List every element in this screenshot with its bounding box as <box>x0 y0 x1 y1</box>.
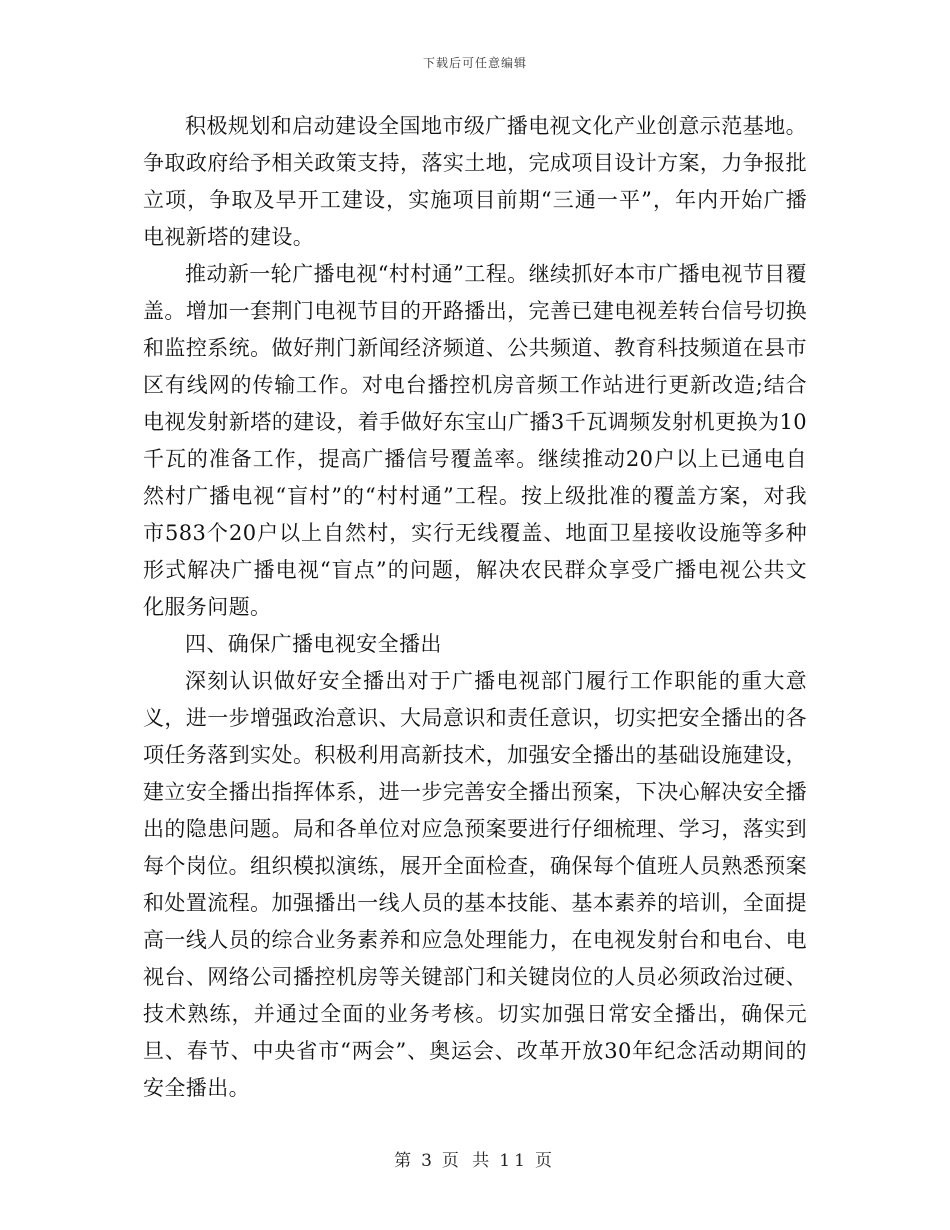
document-body <box>143 108 807 1107</box>
footer-suffix: 页 <box>534 1151 556 1171</box>
footer-total-pages: 11 <box>499 1151 529 1171</box>
page-footer <box>0 1146 950 1171</box>
footer-current-page: 3 <box>421 1151 436 1171</box>
page-header-note: 下载后可任意编辑 <box>422 56 527 70</box>
paragraph-culture-base: 积极规划和启动建设全国地市级广播电视文化产业创意示范基地。争取政府给予相关政策支持，落实土地，完成项目设计方案，力争报批立项，争取及早开工建设，实施项目前期“三通一平”，年内开始广播电视新塔的建设。 <box>143 114 807 249</box>
footer-middle: 页 共 <box>441 1151 494 1171</box>
paragraph-village-coverage: 推动新一轮广播电视“村村通”工程。继续抓好本市广播电视节目覆盖。增加一套荆门电视节目的开路播出，完善已建电视差转台信号切换和监控系统。做好荆门新闻经济频道、公共频道、教育科技频道在县市区有线网的传输工作。对电台播控机房音频工作站进行更新改造;结合电视发射新塔的建设，着手做好东宝山广播3千瓦调频发射机更换为10千瓦的准备工作，提高广播信号覆盖率。继续推动20户以上已通电自然村广播电视“盲村”的“村村通”工程。按上级批准的覆盖方案，对我市583个20户以上自然村，实行无线覆盖、地面卫星接收设施等多种形式解决广播电视“盲点”的问题，解决农民群众享受广播电视公共文化服务问题。 <box>143 262 807 619</box>
section-heading-safe-broadcast: 四、确保广播电视安全播出 <box>185 632 442 656</box>
paragraph-safe-broadcast: 深刻认识做好安全播出对于广播电视部门履行工作职能的重大意义，进一步增强政治意识、大局意识和责任意识，切实把安全播出的各项任务落到实处。积极利用高新技术，加强安全播出的基础设施建设，建立安全播出指挥体系，进一步完善安全播出预案，下决心解决安全播出的隐患问题。局和各单位对应急预案要进行仔细梳理、学习，落实到每个岗位。组织模拟演练，展开全面检查，确保每个值班人员熟悉预案和处置流程。加强播出一线人员的基本技能、基本素养的培训，全面提高一线人员的综合业务素养和应急处理能力，在电视发射台和电台、电视台、网络公司播控机房等关键部门和关键岗位的人员必须政治过硬、技术熟练，并通过全面的业务考核。切实加强日常安全播出，确保元旦、春节、中央省市“两会”、奥运会、改革开放30年纪念活动期间的安全播出。 <box>143 669 807 1100</box>
footer-prefix: 第 <box>394 1151 416 1171</box>
